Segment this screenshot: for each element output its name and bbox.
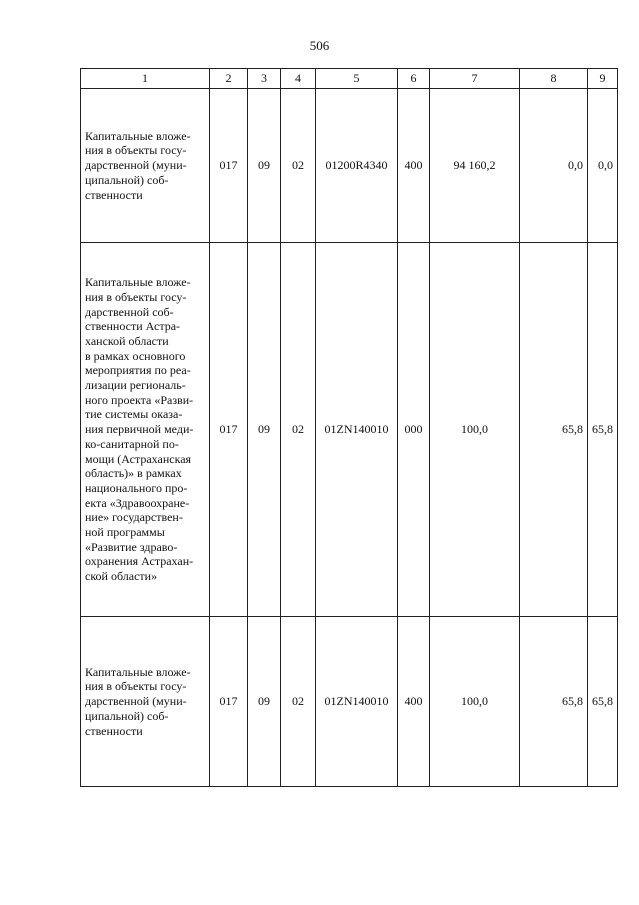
table-row bbox=[81, 617, 618, 787]
table-row bbox=[81, 243, 618, 617]
table-row bbox=[81, 89, 618, 243]
amount-cell: 65,8 bbox=[588, 243, 618, 617]
name-line: национального про- bbox=[85, 480, 188, 495]
name-line: «Развитие здраво- bbox=[85, 539, 178, 554]
name-line: ной программы bbox=[85, 525, 165, 540]
header-col-6: 6 bbox=[398, 69, 430, 89]
amount-cell: 100,0 bbox=[430, 617, 520, 787]
name-line: ханской области bbox=[85, 333, 169, 348]
name-line: ственности bbox=[85, 187, 143, 202]
subsection-code-cell: 02 bbox=[281, 243, 316, 617]
name-line: Капитальные вложе- bbox=[85, 275, 191, 290]
name-line: область)» в рамках bbox=[85, 466, 182, 481]
name-line: ния в объекты госу- bbox=[85, 289, 187, 304]
name-line: тие системы оказа- bbox=[85, 407, 183, 422]
name-line: ного проекта «Разви- bbox=[85, 392, 194, 407]
name-line: охранения Астрахан- bbox=[85, 554, 194, 569]
section-code-cell: 09 bbox=[248, 243, 281, 617]
name-line: ципальной) соб- bbox=[85, 708, 169, 723]
target-article-cell: 01ZN140010 bbox=[316, 617, 398, 787]
section-code-cell: 09 bbox=[248, 617, 281, 787]
name-line: ственности bbox=[85, 723, 143, 738]
name-line: дарственной (муни- bbox=[85, 694, 187, 709]
name-line: ко-санитарной по- bbox=[85, 436, 179, 451]
row-name-cell bbox=[81, 89, 210, 243]
ministry-code-cell: 017 bbox=[210, 89, 248, 243]
header-col-4: 4 bbox=[281, 69, 316, 89]
amount-cell: 100,0 bbox=[430, 243, 520, 617]
amount-cell: 65,8 bbox=[520, 617, 588, 787]
name-line: мероприятия по реа- bbox=[85, 363, 191, 378]
header-col-2: 2 bbox=[210, 69, 248, 89]
name-line: Капитальные вложе- bbox=[85, 128, 191, 143]
amount-cell: 65,8 bbox=[588, 617, 618, 787]
name-line: ципальной) соб- bbox=[85, 172, 169, 187]
page-number: 506 bbox=[309, 38, 330, 53]
name-line: екта «Здравоохране- bbox=[85, 495, 190, 510]
name-line: ния в объекты госу- bbox=[85, 143, 187, 158]
header-col-1: 1 bbox=[81, 69, 210, 89]
target-article-cell: 01ZN140010 bbox=[316, 243, 398, 617]
subsection-code-cell: 02 bbox=[281, 617, 316, 787]
name-line: ственности Астра- bbox=[85, 319, 181, 334]
header-col-9: 9 bbox=[588, 69, 618, 89]
name-line: ской области» bbox=[85, 569, 158, 584]
header-col-8: 8 bbox=[520, 69, 588, 89]
ministry-code-cell: 017 bbox=[210, 243, 248, 617]
target-article-cell: 01200R4340 bbox=[316, 89, 398, 243]
row-name-cell bbox=[81, 617, 210, 787]
section-code-cell: 09 bbox=[248, 89, 281, 243]
ministry-code-cell: 017 bbox=[210, 617, 248, 787]
name-line: ния в объекты госу- bbox=[85, 679, 187, 694]
header-col-7: 7 bbox=[430, 69, 520, 89]
header-col-3: 3 bbox=[248, 69, 281, 89]
name-line: ния первичной меди- bbox=[85, 422, 194, 437]
name-line: дарственной соб- bbox=[85, 304, 174, 319]
name-line: лизации региональ- bbox=[85, 378, 186, 393]
header-row bbox=[81, 69, 618, 89]
name-line: Капитальные вложе- bbox=[85, 664, 191, 679]
name-line: мощи (Астраханская bbox=[85, 451, 192, 466]
expense-type-cell: 400 bbox=[398, 89, 430, 243]
subsection-code-cell: 02 bbox=[281, 89, 316, 243]
budget-table bbox=[80, 68, 618, 787]
amount-cell: 65,8 bbox=[520, 243, 588, 617]
expense-type-cell: 000 bbox=[398, 243, 430, 617]
name-line: ние» государствен- bbox=[85, 510, 183, 525]
amount-cell: 0,0 bbox=[588, 89, 618, 243]
name-line: в рамках основного bbox=[85, 348, 186, 363]
row-name-cell bbox=[81, 243, 210, 617]
amount-cell: 0,0 bbox=[520, 89, 588, 243]
amount-cell: 94 160,2 bbox=[430, 89, 520, 243]
name-line: дарственной (муни- bbox=[85, 158, 187, 173]
expense-type-cell: 400 bbox=[398, 617, 430, 787]
header-col-5: 5 bbox=[316, 69, 398, 89]
